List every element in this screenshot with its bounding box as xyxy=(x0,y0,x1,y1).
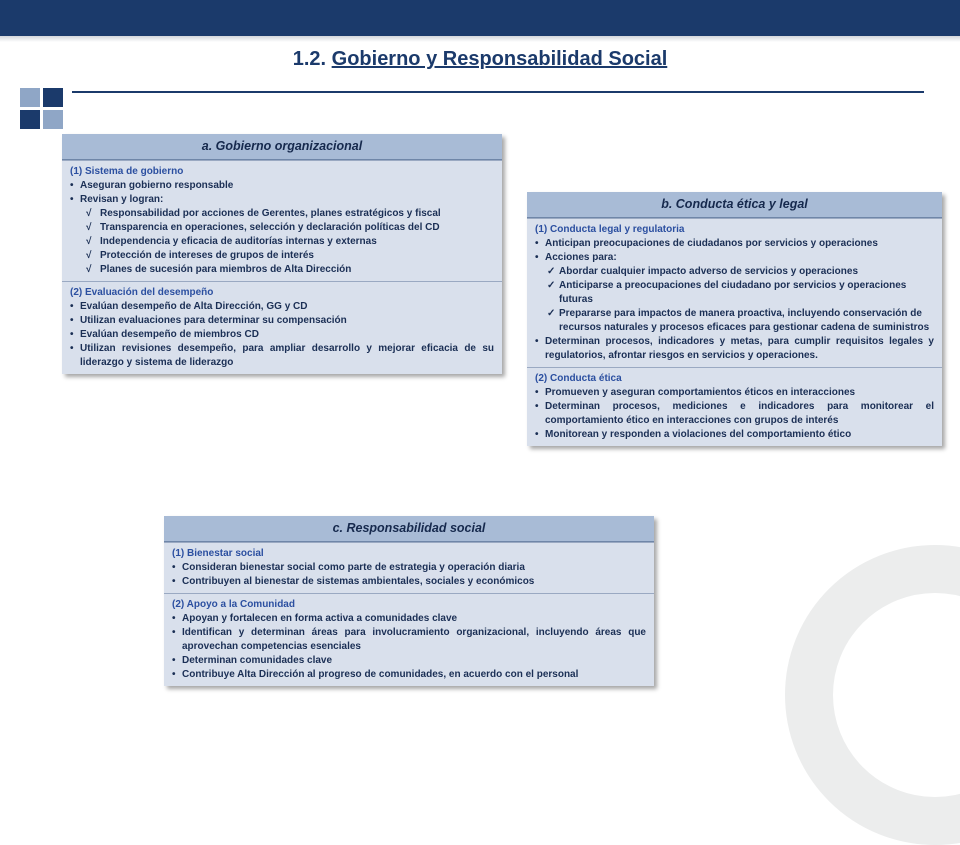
check-item: √ Transparencia en operaciones, selección y declaración políticas del CD xyxy=(70,221,494,235)
list-item: • Determinan comunidades clave xyxy=(172,654,646,668)
section-heading: (1) Conducta legal y regulatoria xyxy=(535,224,685,235)
section-heading: (2) Conducta ética xyxy=(535,373,622,384)
list-item: • Contribuyen al bienestar de sistemas ambientales, sociales y económicos xyxy=(172,575,646,589)
box-gobierno-organizacional xyxy=(62,134,502,374)
list-item: • Consideran bienestar social como parte de estrategia y operación diaria xyxy=(172,561,646,575)
list-item: • Promueven y aseguran comportamientos éticos en interacciones xyxy=(535,386,934,400)
box-a-title: a. Gobierno organizacional xyxy=(62,134,502,160)
check-item: √ Planes de sucesión para miembros de Alta Dirección xyxy=(70,263,494,277)
decorative-squares-icon xyxy=(20,88,66,130)
list-item: • Anticipan preocupaciones de ciudadanos por servicios y operaciones xyxy=(535,237,934,251)
check-item: ✓ Abordar cualquier impacto adverso de servicios y operaciones xyxy=(535,265,934,279)
box-b-section-1 xyxy=(527,218,942,367)
list-item: • Utilizan evaluaciones para determinar su compensación xyxy=(70,314,494,328)
box-a-section-2 xyxy=(62,281,502,374)
watermark-logo-icon xyxy=(785,545,960,845)
title-prefix: 1.2. xyxy=(292,48,332,70)
section-heading: (2) Apoyo a la Comunidad xyxy=(172,599,295,610)
list-item: • Evalúan desempeño de miembros CD xyxy=(70,328,494,342)
title-divider xyxy=(72,91,924,93)
check-item: √ Responsabilidad por acciones de Gerentes, planes estratégicos y fiscal xyxy=(70,207,494,221)
box-b-section-2 xyxy=(527,367,942,446)
list-item: • Utilizan revisiones desempeño, para ampliar desarrollo y mejorar eficacia de su liderazgo y sistema de liderazgo xyxy=(70,342,494,370)
box-c-section-2 xyxy=(164,593,654,686)
list-item: • Determinan procesos, indicadores y metas, para cumplir requisitos legales y regulatorios, afrontar riesgos en servicios y operaciones. xyxy=(535,335,934,363)
box-responsabilidad-social xyxy=(164,516,654,686)
section-heading: (1) Sistema de gobierno xyxy=(70,166,184,177)
check-item: ✓ Prepararse para impactos de manera proactiva, incluyendo conservación de recursos naturales y procesos eficaces para gestionar cadena de suministros xyxy=(535,307,934,335)
check-item: √ Protección de intereses de grupos de interés xyxy=(70,249,494,263)
list-item: • Monitorean y responden a violaciones del comportamiento ético xyxy=(535,428,934,442)
title-main: Gobierno y Responsabilidad Social xyxy=(331,48,668,70)
list-item: • Identifican y determinan áreas para involucramiento organizacional, incluyendo áreas que aprovechan competencias esenciales xyxy=(172,626,646,654)
box-b-title: b. Conducta ética y legal xyxy=(527,192,942,218)
list-item: • Aseguran gobierno responsable xyxy=(70,179,494,193)
list-item: • Determinan procesos, mediciones e indicadores para monitorear el comportamiento ético en interacciones con grupos de interés xyxy=(535,400,934,428)
box-c-title: c. Responsabilidad social xyxy=(164,516,654,542)
box-c-section-1 xyxy=(164,542,654,593)
page-title xyxy=(0,48,960,71)
list-item: • Apoyan y fortalecen en forma activa a comunidades clave xyxy=(172,612,646,626)
box-a-section-1 xyxy=(62,160,502,281)
section-heading: (1) Bienestar social xyxy=(172,548,264,559)
list-item: • Acciones para: xyxy=(535,251,934,265)
check-item: ✓ Anticiparse a preocupaciones del ciudadano por servicios y operaciones futuras xyxy=(535,279,934,307)
top-banner xyxy=(0,0,960,36)
section-heading: (2) Evaluación del desempeño xyxy=(70,287,214,298)
list-item: • Contribuye Alta Dirección al progreso de comunidades, en acuerdo con el personal xyxy=(172,668,646,682)
box-conducta-etica-legal xyxy=(527,192,942,446)
check-item: √ Independencia y eficacia de auditorías internas y externas xyxy=(70,235,494,249)
top-banner-shadow xyxy=(0,36,960,42)
list-item: • Revisan y logran: xyxy=(70,193,494,207)
list-item: • Evalúan desempeño de Alta Dirección, GG y CD xyxy=(70,300,494,314)
